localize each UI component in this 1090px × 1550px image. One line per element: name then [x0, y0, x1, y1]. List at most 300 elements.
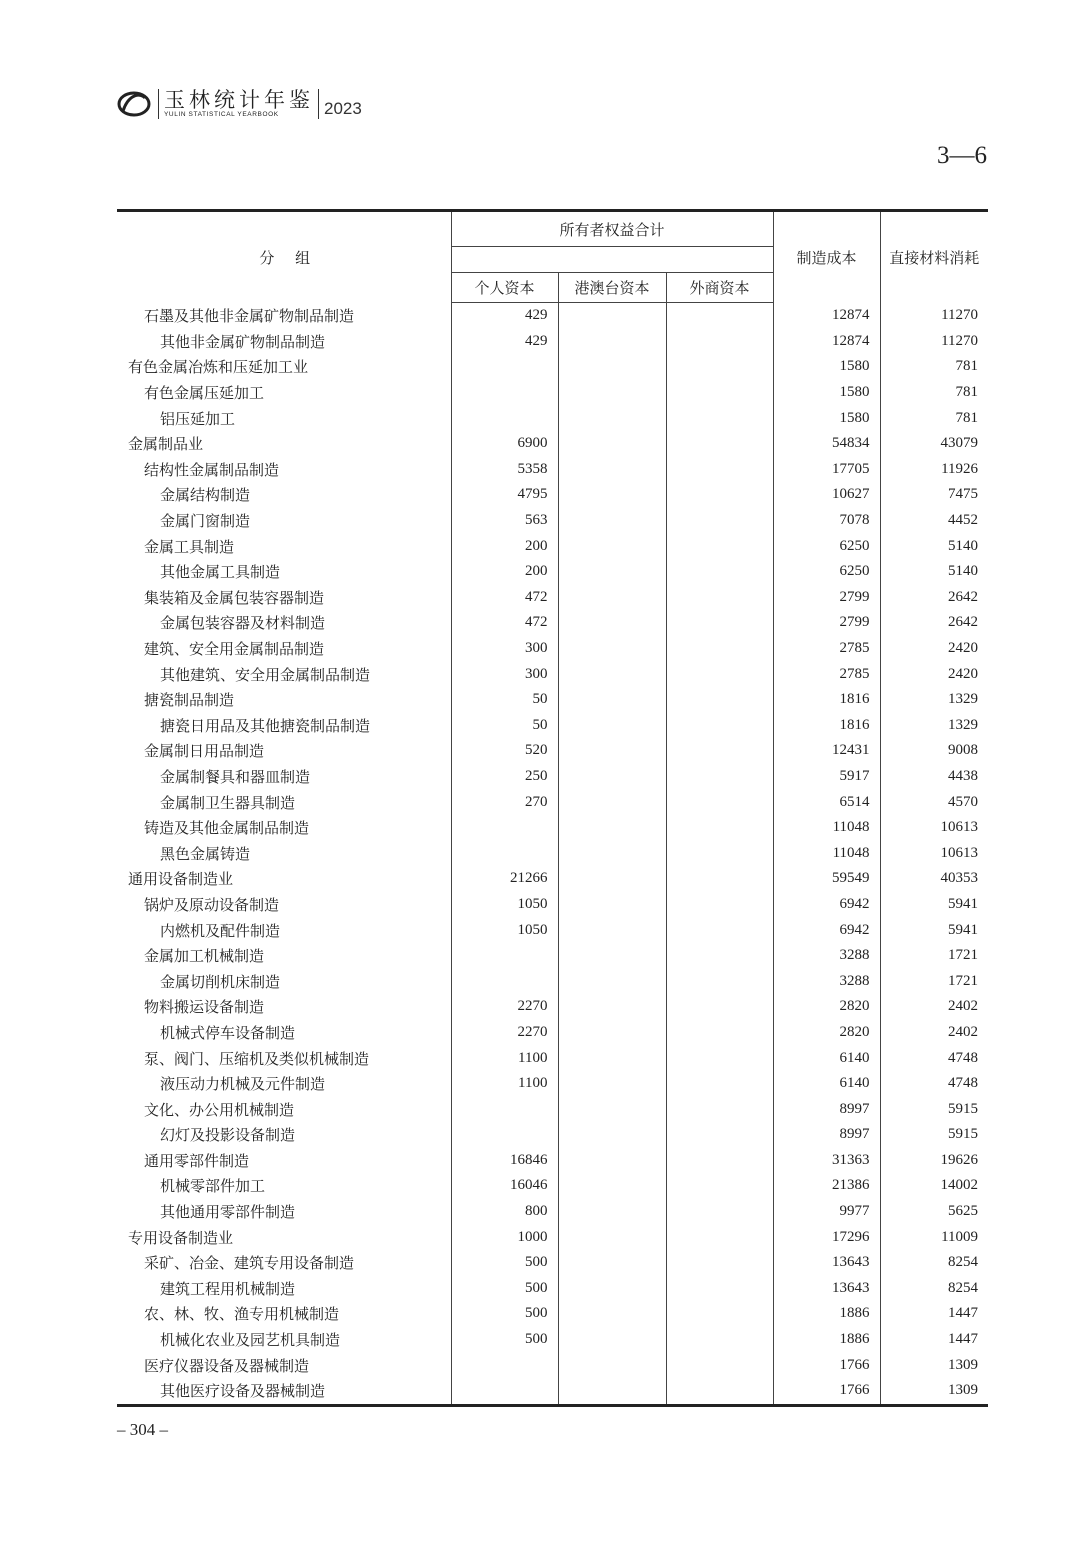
- cell-manufacturing-cost: 54834: [773, 431, 880, 457]
- cell-personal-capital: [451, 1378, 558, 1405]
- cell-hmt-capital: [558, 1173, 666, 1199]
- row-name: 搪瓷日用品及其他搪瓷制品制造: [160, 716, 371, 735]
- cell-manufacturing-cost: 12874: [773, 329, 880, 355]
- cell-manufacturing-cost: 1816: [773, 687, 880, 713]
- statistics-table: [117, 209, 988, 1407]
- cell-hmt-capital: [558, 1148, 666, 1174]
- cell-foreign-capital: [666, 687, 773, 713]
- cell-manufacturing-cost: 1886: [773, 1327, 880, 1353]
- cell-personal-capital: 300: [451, 636, 558, 662]
- table-row: [117, 1250, 988, 1276]
- cell-personal-capital: 250: [451, 764, 558, 790]
- cell-foreign-capital: [666, 380, 773, 406]
- cell-manufacturing-cost: 12431: [773, 738, 880, 764]
- row-name: 有色金属压延加工: [144, 384, 265, 403]
- table-row: [117, 610, 988, 636]
- cell-foreign-capital: [666, 840, 773, 866]
- cell-foreign-capital: [666, 303, 773, 329]
- cell-personal-capital: [451, 968, 558, 994]
- cell-personal-capital: 563: [451, 508, 558, 534]
- cell-manufacturing-cost: 3288: [773, 943, 880, 969]
- cell-foreign-capital: [666, 1199, 773, 1225]
- cell-manufacturing-cost: 1580: [773, 405, 880, 431]
- cell-direct-material: 5941: [880, 917, 988, 943]
- cell-hmt-capital: [558, 661, 666, 687]
- cell-personal-capital: 200: [451, 559, 558, 585]
- cell-hmt-capital: [558, 354, 666, 380]
- cell-manufacturing-cost: 1580: [773, 354, 880, 380]
- cell-personal-capital: 1100: [451, 1045, 558, 1071]
- cell-hmt-capital: [558, 1020, 666, 1046]
- cell-hmt-capital: [558, 405, 666, 431]
- cell-direct-material: 40353: [880, 866, 988, 892]
- cell-personal-capital: 270: [451, 789, 558, 815]
- cell-manufacturing-cost: 6942: [773, 892, 880, 918]
- table-row: [117, 866, 988, 892]
- header-equity-total: 所有者权益合计: [451, 211, 773, 247]
- cell-personal-capital: 21266: [451, 866, 558, 892]
- cell-direct-material: 1309: [880, 1378, 988, 1405]
- row-name: 金属制卫生器具制造: [160, 793, 296, 812]
- cell-hmt-capital: [558, 1096, 666, 1122]
- row-name: 金属切削机床制造: [160, 972, 281, 991]
- cell-hmt-capital: [558, 585, 666, 611]
- cell-personal-capital: 1050: [451, 892, 558, 918]
- row-name: 结构性金属制品制造: [144, 460, 280, 479]
- cell-foreign-capital: [666, 1301, 773, 1327]
- row-name: 通用设备制造业: [128, 870, 234, 889]
- table-row: [117, 329, 988, 355]
- cell-manufacturing-cost: 12874: [773, 303, 880, 329]
- cell-personal-capital: [451, 943, 558, 969]
- table-row: [117, 1071, 988, 1097]
- cell-personal-capital: 200: [451, 533, 558, 559]
- cell-foreign-capital: [666, 610, 773, 636]
- cell-hmt-capital: [558, 1250, 666, 1276]
- cell-personal-capital: 429: [451, 303, 558, 329]
- row-name: 金属工具制造: [144, 537, 235, 556]
- yearbook-title-cn: 玉林统计年鉴: [164, 88, 314, 112]
- table-row: [117, 1173, 988, 1199]
- cell-foreign-capital: [666, 585, 773, 611]
- cell-foreign-capital: [666, 1224, 773, 1250]
- cell-hmt-capital: [558, 738, 666, 764]
- cell-direct-material: 2402: [880, 994, 988, 1020]
- cell-foreign-capital: [666, 431, 773, 457]
- table-row: [117, 354, 988, 380]
- cell-direct-material: 1329: [880, 713, 988, 739]
- cell-foreign-capital: [666, 533, 773, 559]
- cell-personal-capital: 500: [451, 1327, 558, 1353]
- cell-foreign-capital: [666, 1250, 773, 1276]
- cell-direct-material: 2642: [880, 610, 988, 636]
- cell-personal-capital: 1000: [451, 1224, 558, 1250]
- cell-personal-capital: 500: [451, 1250, 558, 1276]
- cell-manufacturing-cost: 2799: [773, 585, 880, 611]
- cell-personal-capital: 429: [451, 329, 558, 355]
- cell-direct-material: 19626: [880, 1148, 988, 1174]
- row-name: 专用设备制造业: [128, 1228, 234, 1247]
- row-name: 幻灯及投影设备制造: [160, 1126, 296, 1145]
- cell-personal-capital: 472: [451, 585, 558, 611]
- table-row: [117, 738, 988, 764]
- yearbook-title-en: YULIN STATISTICAL YEARBOOK: [164, 111, 279, 118]
- cell-hmt-capital: [558, 457, 666, 483]
- cell-direct-material: 11926: [880, 457, 988, 483]
- cell-direct-material: 5140: [880, 533, 988, 559]
- cell-direct-material: 4748: [880, 1045, 988, 1071]
- cell-hmt-capital: [558, 1378, 666, 1405]
- cell-manufacturing-cost: 6250: [773, 559, 880, 585]
- cell-direct-material: 9008: [880, 738, 988, 764]
- row-name: 物料搬运设备制造: [144, 998, 265, 1017]
- cell-manufacturing-cost: 10627: [773, 482, 880, 508]
- cell-hmt-capital: [558, 1276, 666, 1302]
- cell-foreign-capital: [666, 559, 773, 585]
- cell-manufacturing-cost: 1816: [773, 713, 880, 739]
- cell-foreign-capital: [666, 482, 773, 508]
- cell-direct-material: 781: [880, 380, 988, 406]
- cell-hmt-capital: [558, 892, 666, 918]
- cell-manufacturing-cost: 13643: [773, 1276, 880, 1302]
- cell-personal-capital: 1100: [451, 1071, 558, 1097]
- cell-direct-material: 2420: [880, 661, 988, 687]
- cell-foreign-capital: [666, 1122, 773, 1148]
- cell-personal-capital: 50: [451, 713, 558, 739]
- row-name: 文化、办公用机械制造: [144, 1100, 295, 1119]
- cell-direct-material: 43079: [880, 431, 988, 457]
- cell-foreign-capital: [666, 1071, 773, 1097]
- cell-hmt-capital: [558, 610, 666, 636]
- cell-direct-material: 5915: [880, 1122, 988, 1148]
- cell-manufacturing-cost: 59549: [773, 866, 880, 892]
- cell-foreign-capital: [666, 1327, 773, 1353]
- table-row: [117, 968, 988, 994]
- cell-foreign-capital: [666, 1276, 773, 1302]
- row-name: 内燃机及配件制造: [160, 921, 281, 940]
- cell-hmt-capital: [558, 1122, 666, 1148]
- cell-foreign-capital: [666, 1173, 773, 1199]
- cell-hmt-capital: [558, 380, 666, 406]
- cell-foreign-capital: [666, 917, 773, 943]
- yearbook-title: [164, 89, 314, 119]
- row-name: 黑色金属铸造: [160, 844, 251, 863]
- table-row: [117, 943, 988, 969]
- cell-hmt-capital: [558, 1224, 666, 1250]
- row-name: 金属加工机械制造: [144, 947, 265, 966]
- cell-manufacturing-cost: 2799: [773, 610, 880, 636]
- header-divider: [158, 89, 159, 119]
- row-name: 机械零部件加工: [160, 1177, 266, 1196]
- table-number: 3—6: [937, 142, 987, 169]
- cell-foreign-capital: [666, 508, 773, 534]
- row-name: 金属制品业: [128, 435, 204, 454]
- row-name: 金属结构制造: [160, 486, 251, 505]
- cell-foreign-capital: [666, 1045, 773, 1071]
- cell-personal-capital: [451, 840, 558, 866]
- cell-foreign-capital: [666, 636, 773, 662]
- cell-direct-material: 2420: [880, 636, 988, 662]
- cell-foreign-capital: [666, 354, 773, 380]
- table-row: [117, 1122, 988, 1148]
- cell-manufacturing-cost: 11048: [773, 840, 880, 866]
- table-row: [117, 661, 988, 687]
- cell-manufacturing-cost: 2820: [773, 994, 880, 1020]
- row-name: 医疗仪器设备及器械制造: [144, 1356, 310, 1375]
- table-row: [117, 533, 988, 559]
- cell-hmt-capital: [558, 687, 666, 713]
- cell-personal-capital: 472: [451, 610, 558, 636]
- cell-personal-capital: 2270: [451, 1020, 558, 1046]
- cell-foreign-capital: [666, 815, 773, 841]
- table-row: [117, 1378, 988, 1405]
- header-hmt-capital: 港澳台资本: [558, 273, 666, 303]
- cell-foreign-capital: [666, 1148, 773, 1174]
- cell-foreign-capital: [666, 866, 773, 892]
- cell-foreign-capital: [666, 943, 773, 969]
- cell-manufacturing-cost: 31363: [773, 1148, 880, 1174]
- cell-direct-material: 10613: [880, 840, 988, 866]
- cell-manufacturing-cost: 6250: [773, 533, 880, 559]
- cell-manufacturing-cost: 1766: [773, 1352, 880, 1378]
- cell-personal-capital: 16046: [451, 1173, 558, 1199]
- cell-foreign-capital: [666, 1352, 773, 1378]
- cell-personal-capital: 5358: [451, 457, 558, 483]
- table-row: [117, 1148, 988, 1174]
- row-name: 其他通用零部件制造: [160, 1203, 296, 1222]
- cell-manufacturing-cost: 6514: [773, 789, 880, 815]
- cell-foreign-capital: [666, 1096, 773, 1122]
- table-row: [117, 457, 988, 483]
- cell-personal-capital: 520: [451, 738, 558, 764]
- cell-personal-capital: 500: [451, 1276, 558, 1302]
- cell-direct-material: 781: [880, 405, 988, 431]
- table-row: [117, 1327, 988, 1353]
- row-name: 机械化农业及园艺机具制造: [160, 1331, 341, 1350]
- table-row: [117, 687, 988, 713]
- header-equity-subrow: [451, 247, 773, 273]
- row-name: 石墨及其他非金属矿物制品制造: [144, 307, 355, 326]
- cell-direct-material: 1447: [880, 1301, 988, 1327]
- cell-hmt-capital: [558, 431, 666, 457]
- cell-manufacturing-cost: 2785: [773, 661, 880, 687]
- cell-direct-material: 7475: [880, 482, 988, 508]
- table-row: [117, 1096, 988, 1122]
- cell-personal-capital: [451, 1122, 558, 1148]
- cell-manufacturing-cost: 8997: [773, 1122, 880, 1148]
- cell-manufacturing-cost: 6140: [773, 1071, 880, 1097]
- cell-personal-capital: [451, 815, 558, 841]
- cell-personal-capital: [451, 380, 558, 406]
- cell-manufacturing-cost: 3288: [773, 968, 880, 994]
- cell-personal-capital: [451, 405, 558, 431]
- cell-direct-material: 1721: [880, 943, 988, 969]
- cell-foreign-capital: [666, 1020, 773, 1046]
- cell-manufacturing-cost: 1886: [773, 1301, 880, 1327]
- table-row: [117, 1224, 988, 1250]
- cell-manufacturing-cost: 17705: [773, 457, 880, 483]
- cell-foreign-capital: [666, 329, 773, 355]
- row-name: 金属制餐具和器皿制造: [160, 767, 311, 786]
- header-manufacturing-cost: 制造成本: [773, 211, 880, 303]
- cell-foreign-capital: [666, 457, 773, 483]
- header-divider-2: [318, 89, 319, 119]
- table-row: [117, 508, 988, 534]
- cell-manufacturing-cost: 8997: [773, 1096, 880, 1122]
- cell-hmt-capital: [558, 840, 666, 866]
- cell-personal-capital: 4795: [451, 482, 558, 508]
- table-row: [117, 815, 988, 841]
- cell-direct-material: 5140: [880, 559, 988, 585]
- cell-personal-capital: 50: [451, 687, 558, 713]
- yearbook-header: [117, 86, 362, 122]
- table-row: [117, 1020, 988, 1046]
- row-name: 其他非金属矿物制品制造: [160, 332, 326, 351]
- cell-direct-material: 5625: [880, 1199, 988, 1225]
- table-row: [117, 431, 988, 457]
- cell-hmt-capital: [558, 533, 666, 559]
- table-row: [117, 713, 988, 739]
- table-row: [117, 303, 988, 329]
- cell-direct-material: 14002: [880, 1173, 988, 1199]
- table-row: [117, 764, 988, 790]
- cell-direct-material: 8254: [880, 1276, 988, 1302]
- cell-manufacturing-cost: 2820: [773, 1020, 880, 1046]
- row-name: 农、林、牧、渔专用机械制造: [144, 1305, 340, 1324]
- cell-manufacturing-cost: 13643: [773, 1250, 880, 1276]
- row-name: 其他建筑、安全用金属制品制造: [160, 665, 371, 684]
- row-name: 搪瓷制品制造: [144, 691, 235, 710]
- row-name: 采矿、冶金、建筑专用设备制造: [144, 1254, 355, 1273]
- cell-personal-capital: 300: [451, 661, 558, 687]
- cell-direct-material: 1447: [880, 1327, 988, 1353]
- table-row: [117, 1352, 988, 1378]
- cell-manufacturing-cost: 6140: [773, 1045, 880, 1071]
- cell-hmt-capital: [558, 968, 666, 994]
- cell-personal-capital: [451, 1352, 558, 1378]
- cell-hmt-capital: [558, 636, 666, 662]
- header-personal-capital: 个人资本: [451, 273, 558, 303]
- cell-direct-material: 11270: [880, 303, 988, 329]
- cell-manufacturing-cost: 5917: [773, 764, 880, 790]
- cell-hmt-capital: [558, 789, 666, 815]
- cell-foreign-capital: [666, 713, 773, 739]
- row-name: 金属制日用品制造: [144, 742, 265, 761]
- cell-hmt-capital: [558, 1045, 666, 1071]
- cell-direct-material: 4452: [880, 508, 988, 534]
- cell-manufacturing-cost: 6942: [773, 917, 880, 943]
- row-name: 机械式停车设备制造: [160, 1023, 296, 1042]
- row-name: 建筑工程用机械制造: [160, 1279, 296, 1298]
- row-name: 其他医疗设备及器械制造: [117, 1378, 451, 1405]
- table-row: [117, 1199, 988, 1225]
- cell-foreign-capital: [666, 892, 773, 918]
- cell-direct-material: 5941: [880, 892, 988, 918]
- cell-foreign-capital: [666, 968, 773, 994]
- table-row: [117, 585, 988, 611]
- yearbook-year: 2023: [324, 99, 362, 118]
- cell-manufacturing-cost: 17296: [773, 1224, 880, 1250]
- cell-direct-material: 11009: [880, 1224, 988, 1250]
- cell-hmt-capital: [558, 994, 666, 1020]
- cell-direct-material: 5915: [880, 1096, 988, 1122]
- cell-hmt-capital: [558, 917, 666, 943]
- row-name: 金属门窗制造: [160, 512, 251, 531]
- row-name: 建筑、安全用金属制品制造: [144, 640, 325, 659]
- table-row: [117, 1276, 988, 1302]
- cell-personal-capital: [451, 354, 558, 380]
- row-name: 锅炉及原动设备制造: [144, 895, 280, 914]
- cell-direct-material: 2642: [880, 585, 988, 611]
- table-row: [117, 917, 988, 943]
- row-name: 其他金属工具制造: [160, 563, 281, 582]
- header-direct-material: 直接材料消耗: [880, 211, 988, 303]
- cell-direct-material: 11270: [880, 329, 988, 355]
- cell-hmt-capital: [558, 713, 666, 739]
- cell-manufacturing-cost: 21386: [773, 1173, 880, 1199]
- cell-hmt-capital: [558, 1199, 666, 1225]
- cell-hmt-capital: [558, 508, 666, 534]
- cell-direct-material: 4570: [880, 789, 988, 815]
- cell-hmt-capital: [558, 329, 666, 355]
- row-name: 液压动力机械及元件制造: [160, 1075, 326, 1094]
- cell-personal-capital: 2270: [451, 994, 558, 1020]
- yearbook-logo-icon: [117, 89, 151, 119]
- row-name: 金属包装容器及材料制造: [160, 614, 326, 633]
- cell-hmt-capital: [558, 943, 666, 969]
- cell-direct-material: 1329: [880, 687, 988, 713]
- cell-hmt-capital: [558, 482, 666, 508]
- table-row: [117, 994, 988, 1020]
- cell-manufacturing-cost: 2785: [773, 636, 880, 662]
- row-name: 集装箱及金属包装容器制造: [144, 588, 325, 607]
- table-row: [117, 892, 988, 918]
- cell-foreign-capital: [666, 994, 773, 1020]
- cell-personal-capital: [451, 1096, 558, 1122]
- cell-hmt-capital: [558, 866, 666, 892]
- cell-manufacturing-cost: 1766: [773, 1378, 880, 1405]
- cell-foreign-capital: [666, 764, 773, 790]
- cell-manufacturing-cost: 7078: [773, 508, 880, 534]
- cell-personal-capital: 1050: [451, 917, 558, 943]
- table-row: [117, 840, 988, 866]
- cell-direct-material: 4748: [880, 1071, 988, 1097]
- cell-direct-material: 781: [880, 354, 988, 380]
- cell-hmt-capital: [558, 815, 666, 841]
- cell-foreign-capital: [666, 789, 773, 815]
- table-row: [117, 482, 988, 508]
- cell-manufacturing-cost: 11048: [773, 815, 880, 841]
- cell-foreign-capital: [666, 738, 773, 764]
- page-number: – 304 –: [117, 1420, 168, 1439]
- cell-direct-material: 2402: [880, 1020, 988, 1046]
- table-row: [117, 789, 988, 815]
- table-row: [117, 380, 988, 406]
- cell-personal-capital: 6900: [451, 431, 558, 457]
- cell-hmt-capital: [558, 764, 666, 790]
- cell-personal-capital: 16846: [451, 1148, 558, 1174]
- row-name: 铸造及其他金属制品制造: [144, 819, 310, 838]
- cell-direct-material: 4438: [880, 764, 988, 790]
- cell-direct-material: 10613: [880, 815, 988, 841]
- header-foreign-capital: 外商资本: [666, 273, 773, 303]
- row-name: 铝压延加工: [160, 409, 236, 428]
- table-row: [117, 1301, 988, 1327]
- cell-foreign-capital: [666, 661, 773, 687]
- cell-hmt-capital: [558, 1327, 666, 1353]
- cell-personal-capital: 800: [451, 1199, 558, 1225]
- table-row: [117, 405, 988, 431]
